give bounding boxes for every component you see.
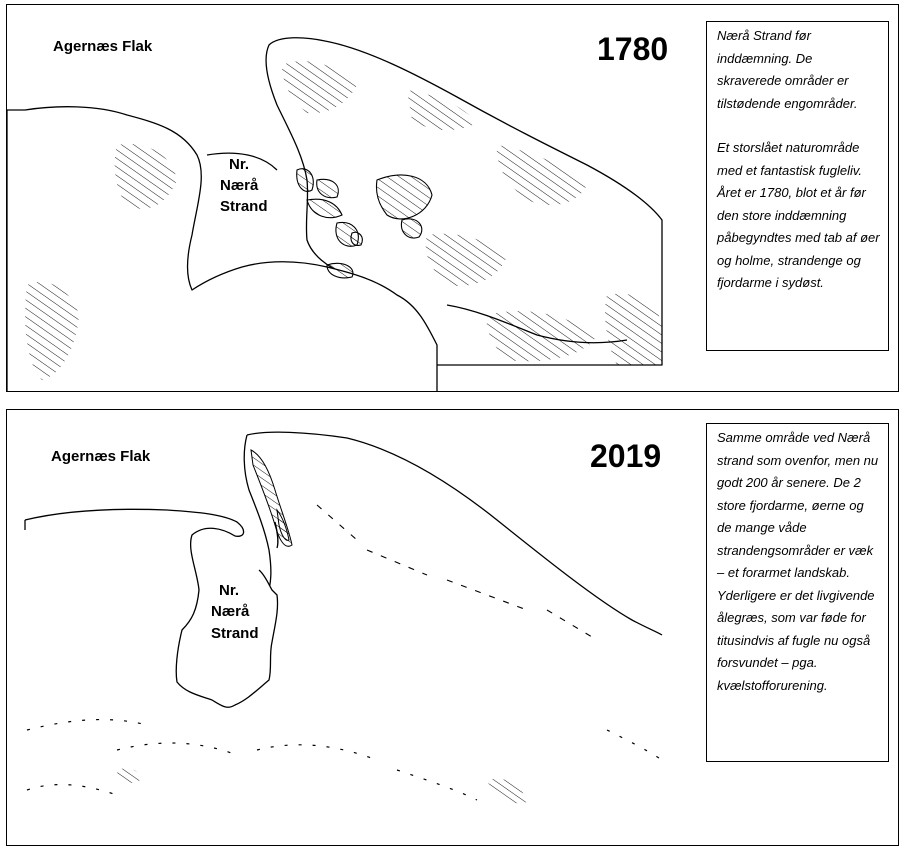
year-label-1780: 1780 (597, 31, 669, 67)
shoreline-dash (117, 743, 237, 755)
year-label-2019: 2019 (590, 438, 662, 474)
place-label-agernaes-flak: Agernæs Flak (53, 38, 153, 55)
meadow-hatch (487, 779, 527, 803)
shoreline-dash (547, 610, 597, 640)
place-label-agernaes-flak: Agernæs Flak (51, 448, 151, 465)
place-label-town-line2: Nærå (220, 177, 259, 194)
note-paragraph-2: Et storslået naturområde med et fantastisk fugleliv. Året er 1780, blot et år før den store inddæmning påbegyndtes med tab af øer og holme, strandenge og fjordarme i sydøst. (717, 140, 880, 290)
meadow-hatch (117, 768, 140, 783)
shoreline-dash (607, 730, 662, 760)
note-paragraph-1: Nærå Strand før inddæmning. De skraverede områder er tilstødende engområder. (717, 28, 858, 111)
note-paragraph-1: Samme område ved Nærå strand som ovenfor, men nu godt 200 år senere. De 2 store fjordarme, øerne og de mange våde strandengsområder er væk – et forarmet landskab. Yderligere er det livgivende ålegræs, som var føde for titusindvis af fugle nu også forsvundet – pga. kvælstofforurening. (717, 430, 879, 693)
note-box-1780 (706, 21, 889, 351)
shoreline-dash (257, 745, 377, 760)
place-label-town-line1: Nr. (229, 156, 250, 173)
place-label-town-line3: Strand (211, 625, 259, 642)
shoreline-dash (317, 505, 357, 540)
island (351, 232, 362, 245)
place-label-town-line3: Strand (220, 198, 268, 215)
place-label-town-line2: Nærå (211, 603, 250, 620)
place-label-town-line1: Nr. (219, 582, 240, 599)
shoreline-dash (27, 720, 147, 730)
note-box-2019 (706, 423, 889, 762)
map-panel-1780 (6, 4, 899, 392)
map-panel-2019 (6, 409, 899, 846)
shoreline-dash (27, 785, 117, 795)
shoreline-dash (447, 580, 527, 610)
shoreline-dash (397, 770, 477, 800)
shoreline-dash (367, 550, 427, 575)
